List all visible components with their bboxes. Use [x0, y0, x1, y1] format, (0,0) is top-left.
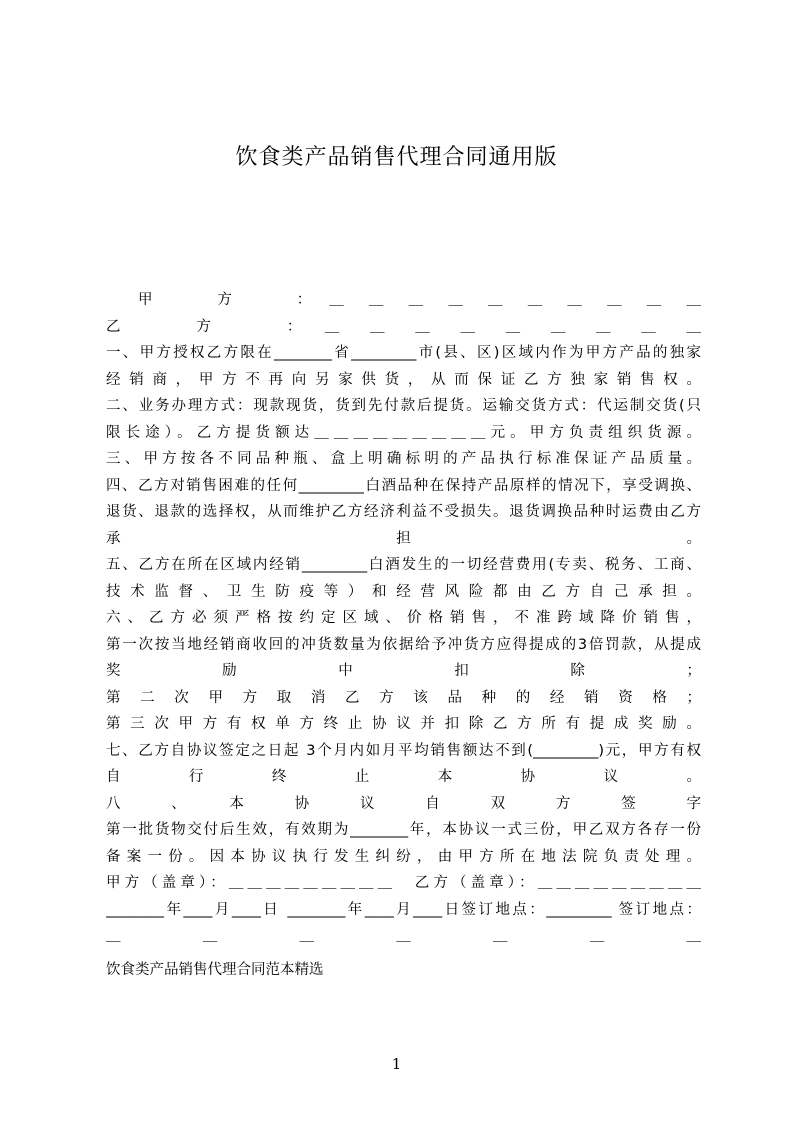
clause-6-line-3: 奖 励 中 扣 除 ； [106, 663, 701, 679]
clause-8-line-3: 备案一份。因本协议执行发生纠纷，由甲方所在地法院负责处理。 [106, 848, 701, 865]
clause-6-line-2: 第一次按当地经销商收回的冲货数量为依据给予冲货方应得提成的3倍罚款，从提成 [106, 636, 701, 653]
party-a-line: 甲 方 ： ＿ ＿ ＿ ＿ ＿ ＿ ＿ ＿ ＿ ＿ [138, 292, 701, 308]
clause-5-line-2: 技术监督、卫生防疫等）和经营风险都由乙方自己承担。 [106, 583, 701, 600]
clause-7-line-1: 七、乙方自协议签定之日起 3个月内如月平均销售额达不到(_________)元，甲方有权 [106, 742, 701, 759]
document-title: 饮食类产品销售代理合同通用版 [235, 145, 558, 170]
contract-body [106, 287, 701, 950]
clause-6-line-4: 第二次甲方取消乙方该品种的经销资格； [106, 689, 701, 706]
clause-6-line-1: 六、乙方必须严格按约定区域、价格销售，不准跨域降价销售， [106, 610, 701, 626]
party-b-line: 乙 方 ： ＿ ＿ ＿ ＿ ＿ ＿ ＿ ＿ ＿ [106, 318, 701, 335]
blank-line: ＿ ＿ ＿ ＿ ＿ ＿ ＿ [106, 928, 701, 944]
clause-8-line-2: 第一批货物交付后生效，有效期为________年，本协议一式三份，甲乙双方各存一份 [106, 822, 701, 838]
clause-5-line-1: 五、乙方在所在区域内经销_________白酒发生的一切经营费用(专卖、税务、工商、 [106, 557, 701, 573]
date-place-line: ________年____月____日 ________年____月____日签订地点：_________ 签订地点： [106, 901, 701, 918]
clause-1-line-2: 经销商，甲方不再向另家供货，从而保证乙方独家销售权。 [106, 371, 701, 388]
clause-3-line-1: 三、甲方按各不同品种瓶、盒上明确标明的产品执行标准保证产品质量。 [106, 451, 701, 467]
clause-2-line-1: 二、业务办理方式：现款现货，货到先付款后提货。运输交货方式：代运制交货(只 [106, 398, 701, 414]
clause-4-line-2: 退货、退款的选择权，从而维护乙方经济利益不受损失。退货调换品种时运费由乙方 [106, 504, 701, 520]
signature-line: 甲方（盖章）：＿＿＿＿＿＿＿＿＿ 乙方（盖章）：＿＿＿＿＿＿＿＿＿ [106, 875, 701, 891]
clause-7-line-2: 自 行 终 止 本 协 议 。 [106, 769, 701, 785]
page-number: 1 [391, 1055, 402, 1073]
clause-1-line-1: 一、甲方授权乙方限在________省_________市(县、区)区域内作为甲方产品的独家 [106, 345, 701, 361]
clause-6-line-5: 第三次甲方有权单方终止协议并扣除乙方所有提成奖励。 [106, 716, 701, 732]
footer-note: 饮食类产品销售代理合同范本精选 [106, 962, 324, 978]
clause-4-line-3: 承 担 。 [106, 530, 701, 547]
clause-4-line-1: 四、乙方对销售困难的任何_________白酒品种在保持产品原样的情况下，享受调换、 [106, 477, 701, 494]
clause-2-line-2: 限长途）。乙方提货额达＿＿＿＿＿＿＿＿＿元。甲方负责组织货源。 [106, 424, 701, 441]
clause-8-line-1: 八 、 本 协 议 自 双 方 签 字 [106, 795, 701, 812]
